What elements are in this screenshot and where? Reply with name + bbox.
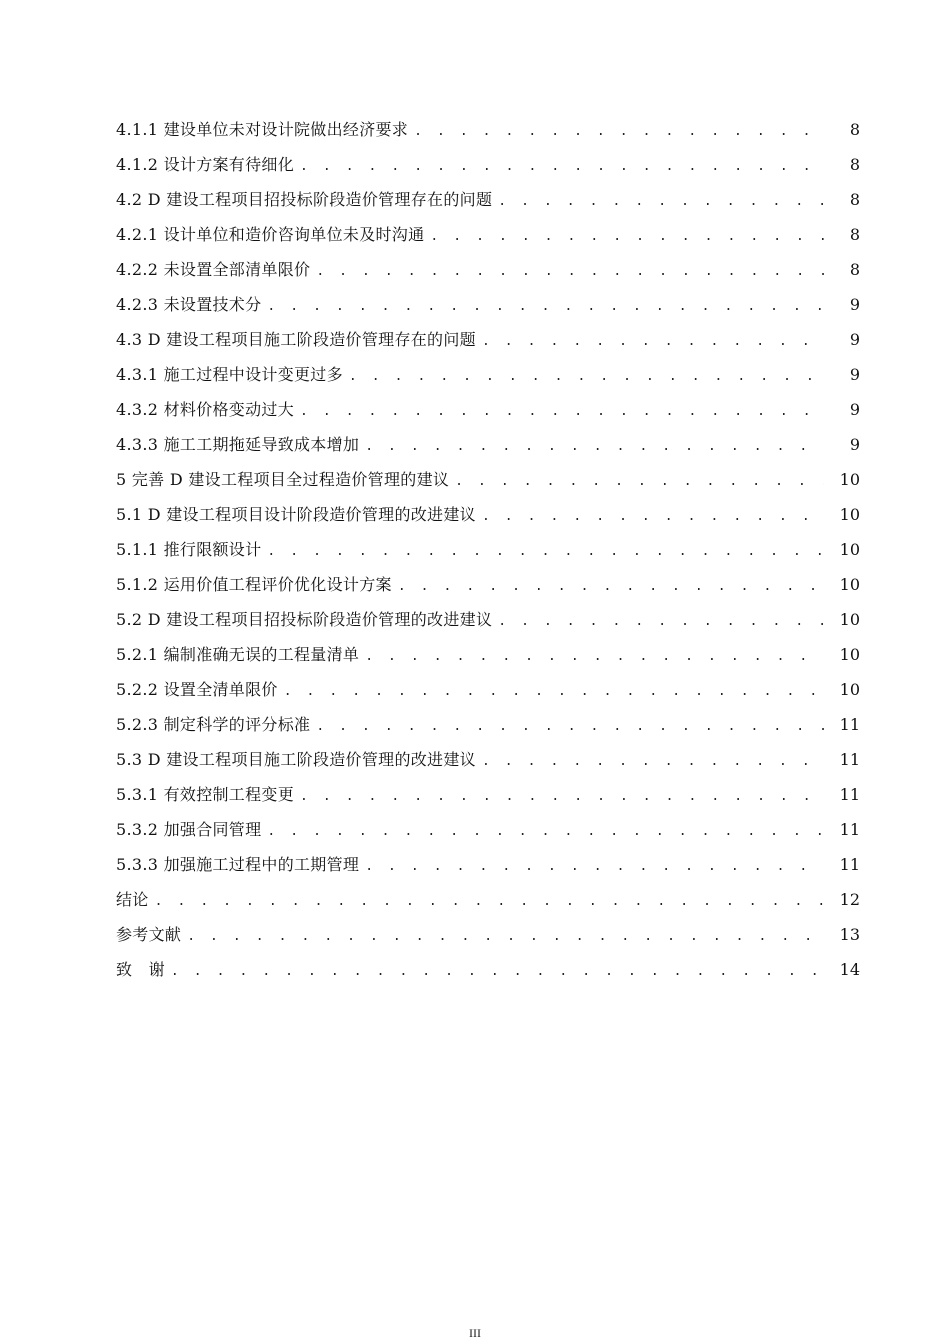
toc-leader-dots <box>482 748 824 776</box>
toc-entry[interactable] <box>116 886 860 921</box>
toc-leader-dots <box>267 538 824 566</box>
toc-entry[interactable] <box>116 851 860 886</box>
toc-entry-page: 10 <box>839 505 860 524</box>
toc-leader-dots <box>365 433 824 461</box>
toc-entry[interactable] <box>116 186 860 221</box>
toc-entry[interactable] <box>116 151 860 186</box>
toc-entry-page: 13 <box>839 925 860 944</box>
toc-entry-page: 10 <box>839 540 860 559</box>
toc-leader-dots <box>284 678 824 706</box>
toc-entry-page: 8 <box>849 260 860 279</box>
toc-entry[interactable] <box>116 816 860 851</box>
toc-entry[interactable] <box>116 431 860 466</box>
toc-leader-dots <box>498 188 824 216</box>
toc-entry-page: 8 <box>849 190 860 209</box>
toc-entry-page: 9 <box>849 435 860 454</box>
toc-entry[interactable] <box>116 606 860 641</box>
toc-entry-page: 11 <box>839 855 860 874</box>
toc-entry-page: 9 <box>849 330 860 349</box>
toc-entry-title: 4.3 D 建设工程项目施工阶段造价管理存在的问题 <box>116 330 476 349</box>
toc-entry-title: 4.2 D 建设工程项目招投标阶段造价管理存在的问题 <box>116 190 493 209</box>
toc-entry[interactable] <box>116 536 860 571</box>
toc-entry-title: 结论 <box>116 890 149 909</box>
toc-leader-dots <box>365 853 824 881</box>
toc-leader-dots <box>171 958 824 986</box>
toc-leader-dots <box>498 608 824 636</box>
toc-entry-title: 5.1.2 运用价值工程评价优化设计方案 <box>116 575 392 594</box>
toc-entry-page: 11 <box>839 715 860 734</box>
toc-entry[interactable] <box>116 396 860 431</box>
toc-leader-dots <box>300 398 824 426</box>
toc-entry[interactable] <box>116 641 860 676</box>
toc-entry-title: 5.3.2 加强合同管理 <box>116 820 262 839</box>
toc-entry-title: 5.3 D 建设工程项目施工阶段造价管理的改进建议 <box>116 750 476 769</box>
toc-entry[interactable] <box>116 361 860 396</box>
toc-leader-dots <box>300 783 824 811</box>
toc-entry[interactable] <box>116 956 860 991</box>
toc-leader-dots <box>430 223 824 251</box>
toc-entry-page: 10 <box>839 645 860 664</box>
toc-entry-title: 5.2 D 建设工程项目招投标阶段造价管理的改进建议 <box>116 610 493 629</box>
toc-entry-page: 10 <box>839 680 860 699</box>
toc-entry-title: 4.3.2 材料价格变动过大 <box>116 400 294 419</box>
toc-leader-dots <box>316 258 824 286</box>
toc-leader-dots <box>455 468 824 496</box>
toc-entry-title: 参考文献 <box>116 925 182 944</box>
toc-entry-title: 5.1.1 推行限额设计 <box>116 540 262 559</box>
toc-leader-dots <box>300 153 824 181</box>
toc-entry-page: 9 <box>849 400 860 419</box>
toc-leader-dots <box>155 888 824 916</box>
toc-entry-title: 5.2.1 编制准确无误的工程量清单 <box>116 645 360 664</box>
toc-leader-dots <box>267 293 824 321</box>
toc-entry-title: 5.3.3 加强施工过程中的工期管理 <box>116 855 360 874</box>
toc-entry-title: 5.2.2 设置全清单限价 <box>116 680 278 699</box>
toc-entry[interactable] <box>116 326 860 361</box>
toc-entry-title: 4.2.3 未设置技术分 <box>116 295 262 314</box>
toc-entry-page: 11 <box>839 750 860 769</box>
toc-entry[interactable] <box>116 291 860 326</box>
toc-entry[interactable] <box>116 221 860 256</box>
toc-leader-dots <box>482 503 824 531</box>
toc-entry[interactable] <box>116 711 860 746</box>
toc-leader-dots <box>482 328 824 356</box>
toc-entry-title: 5.3.1 有效控制工程变更 <box>116 785 294 804</box>
toc-entry-title: 5 完善 D 建设工程项目全过程造价管理的建议 <box>116 470 450 489</box>
toc-entry[interactable] <box>116 921 860 956</box>
toc-entry[interactable] <box>116 676 860 711</box>
toc-leader-dots <box>267 818 824 846</box>
toc-entry-title: 4.3.1 施工过程中设计变更过多 <box>116 365 343 384</box>
toc-leader-dots <box>398 573 824 601</box>
toc-entry-title: 4.2.1 设计单位和造价咨询单位未及时沟通 <box>116 225 425 244</box>
table-of-contents <box>116 116 860 991</box>
toc-leader-dots <box>316 713 824 741</box>
toc-entry-title: 5.2.3 制定科学的评分标准 <box>116 715 311 734</box>
toc-entry-title: 4.1.2 设计方案有待细化 <box>116 155 294 174</box>
toc-entry-page: 10 <box>839 575 860 594</box>
toc-entry-page: 11 <box>839 820 860 839</box>
toc-leader-dots <box>187 923 824 951</box>
toc-entry-page: 8 <box>849 120 860 139</box>
toc-entry-page: 9 <box>849 295 860 314</box>
toc-entry[interactable] <box>116 501 860 536</box>
toc-entry-title: 5.1 D 建设工程项目设计阶段造价管理的改进建议 <box>116 505 476 524</box>
toc-entry[interactable] <box>116 256 860 291</box>
toc-entry-title: 4.2.2 未设置全部清单限价 <box>116 260 311 279</box>
toc-entry[interactable] <box>116 571 860 606</box>
toc-leader-dots <box>414 118 824 146</box>
toc-entry-page: 11 <box>839 785 860 804</box>
toc-leader-dots <box>349 363 824 391</box>
toc-leader-dots <box>365 643 824 671</box>
toc-entry[interactable] <box>116 466 860 501</box>
toc-entry-page: 10 <box>839 610 860 629</box>
toc-entry-title: 致 谢 <box>116 960 165 979</box>
page-number: III <box>469 1326 481 1340</box>
toc-entry[interactable] <box>116 746 860 781</box>
toc-entry-page: 9 <box>849 365 860 384</box>
toc-entry[interactable] <box>116 781 860 816</box>
toc-entry[interactable] <box>116 116 860 151</box>
toc-entry-title: 4.1.1 建设单位未对设计院做出经济要求 <box>116 120 409 139</box>
toc-entry-page: 12 <box>839 890 860 909</box>
toc-entry-page: 10 <box>839 470 860 489</box>
toc-entry-page: 8 <box>849 225 860 244</box>
toc-entry-title: 4.3.3 施工工期拖延导致成本增加 <box>116 435 360 454</box>
toc-entry-page: 14 <box>839 960 860 979</box>
toc-entry-page: 8 <box>849 155 860 174</box>
